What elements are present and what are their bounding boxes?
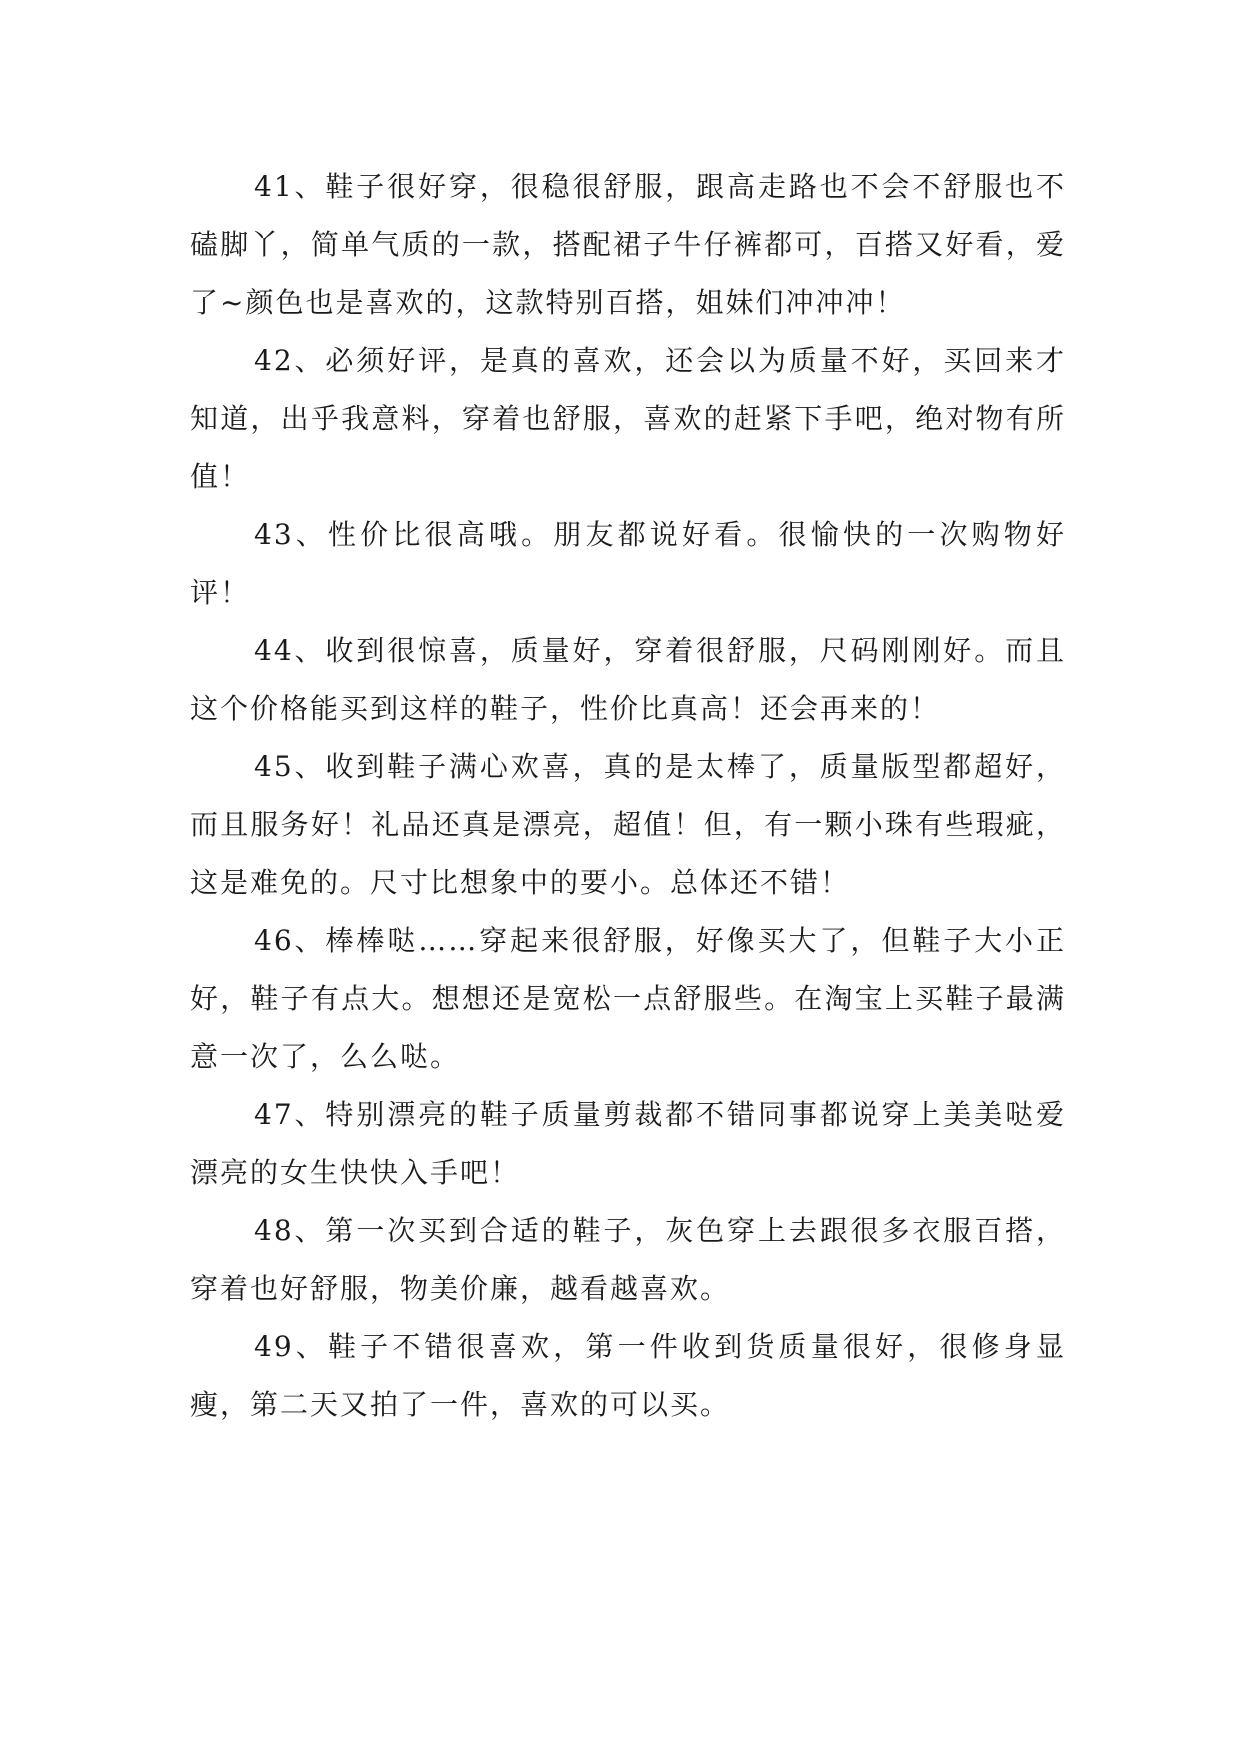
review-paragraph-41: 41、鞋子很好穿，很稳很舒服，跟高走路也不会不舒服也不磕脚丫，简单气质的一款，搭配裙子牛仔裤都可，百搭又好看，爱了~颜色也是喜欢的，这款特别百搭，姐妹们冲冲冲！ — [190, 170, 1066, 319]
review-paragraph-46: 46、棒棒哒……穿起来很舒服，好像买大了，但鞋子大小正好，鞋子有点大。想想还是宽松一点舒服些。在淘宝上买鞋子最满意一次了，么么哒。 — [190, 924, 1066, 1073]
review-paragraph-43: 43、性价比很高哦。朋友都说好看。很愉快的一次购物好评！ — [190, 518, 1066, 609]
review-paragraph-44: 44、收到很惊喜，质量好，穿着很舒服，尺码刚刚好。而且这个价格能买到这样的鞋子，性价比真高！还会再来的！ — [190, 634, 1066, 725]
review-paragraph-45: 45、收到鞋子满心欢喜，真的是太棒了，质量版型都超好，而且服务好！礼品还真是漂亮，超值！但，有一颗小珠有些瑕疵，这是难免的。尺寸比想象中的要小。总体还不错！ — [190, 750, 1066, 899]
document-body — [190, 158, 1066, 1434]
review-paragraph-49: 49、鞋子不错很喜欢，第一件收到货质量很好，很修身显瘦，第二天又拍了一件，喜欢的可以买。 — [190, 1330, 1066, 1421]
review-paragraph-48: 48、第一次买到合适的鞋子，灰色穿上去跟很多衣服百搭，穿着也好舒服，物美价廉，越看越喜欢。 — [190, 1214, 1066, 1305]
review-paragraph-47: 47、特别漂亮的鞋子质量剪裁都不错同事都说穿上美美哒爱漂亮的女生快快入手吧！ — [190, 1098, 1066, 1189]
review-paragraph-42: 42、必须好评，是真的喜欢，还会以为质量不好，买回来才知道，出乎我意料，穿着也舒服，喜欢的赶紧下手吧，绝对物有所值！ — [190, 344, 1066, 493]
